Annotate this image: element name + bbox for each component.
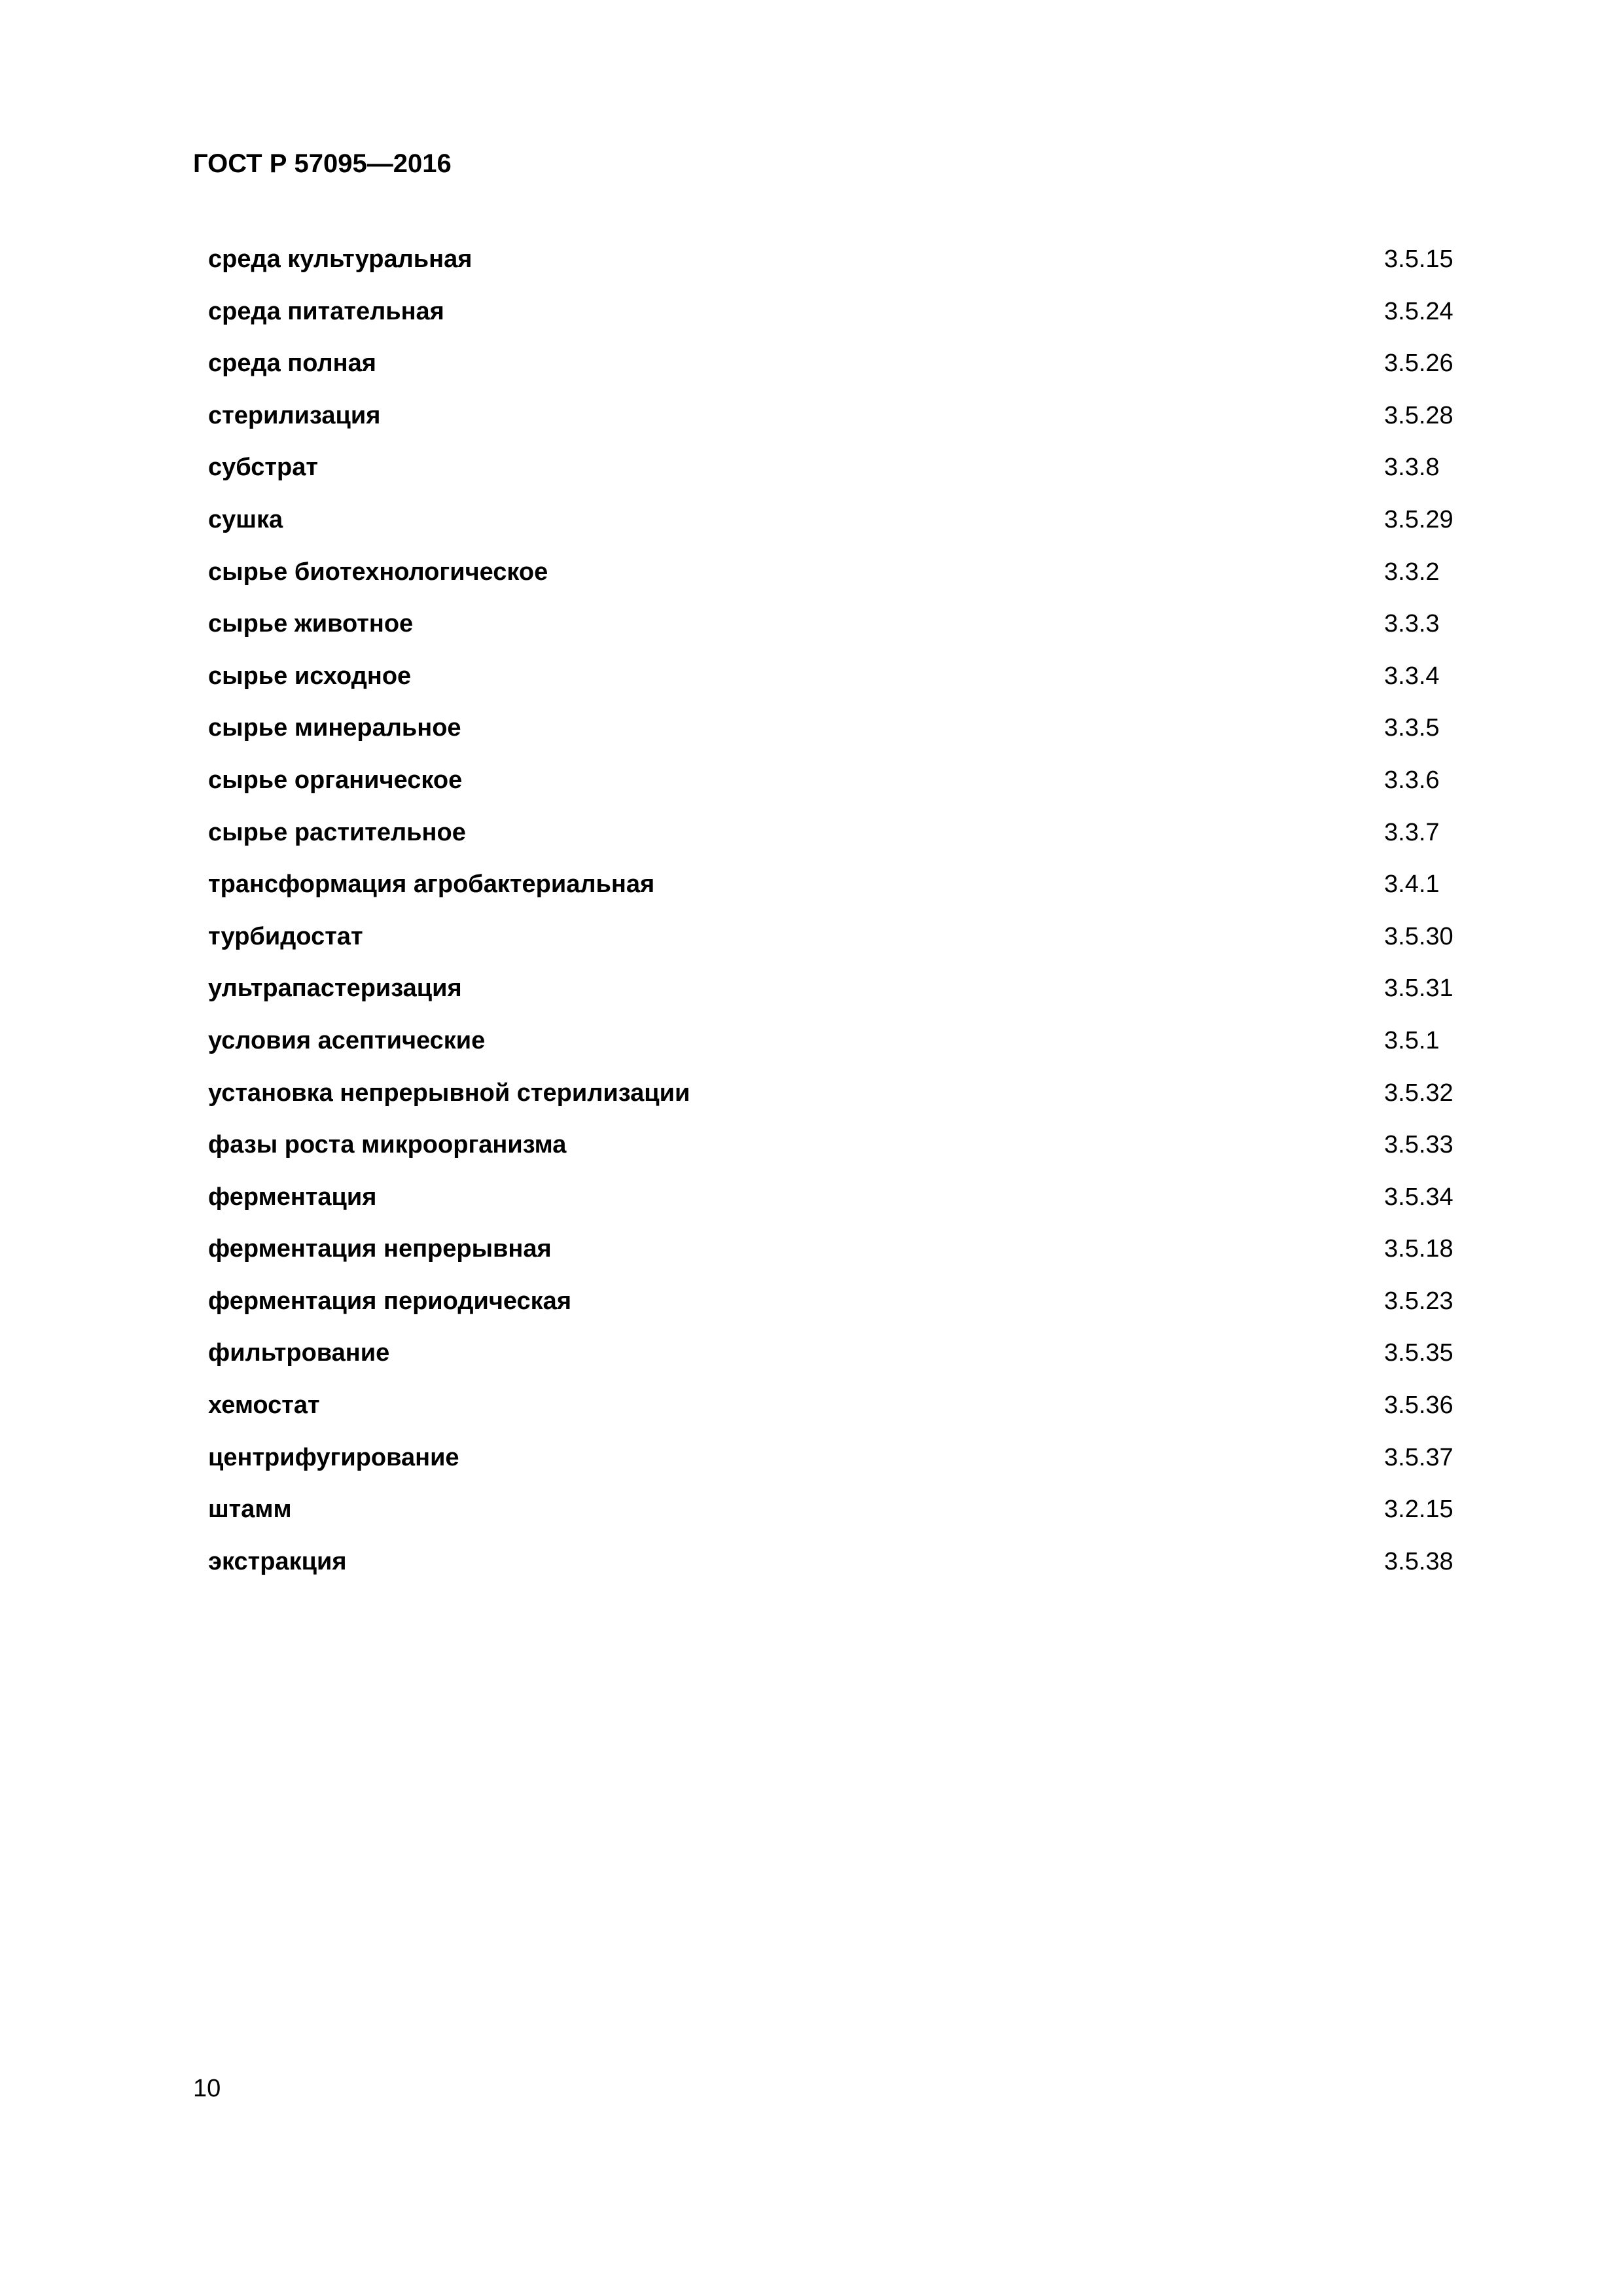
index-ref: 3.3.2 — [1384, 558, 1440, 586]
index-ref: 3.5.38 — [1384, 1547, 1454, 1575]
index-row — [208, 1332, 1463, 1384]
index-row — [208, 603, 1463, 655]
index-term: среда полная — [208, 350, 376, 378]
index-term: сырье органическое — [208, 766, 463, 794]
alphabetical-index — [208, 238, 1463, 1592]
index-row — [208, 1384, 1463, 1437]
index-row — [208, 1541, 1463, 1593]
index-term: условия асептические — [208, 1026, 486, 1054]
index-ref: 3.5.28 — [1384, 401, 1454, 429]
index-term: сырье животное — [208, 610, 414, 638]
index-term: сырье растительное — [208, 818, 466, 846]
index-ref: 3.5.37 — [1384, 1443, 1454, 1471]
index-row — [208, 863, 1463, 916]
page-number: 10 — [193, 2075, 221, 2102]
index-row — [208, 1437, 1463, 1489]
index-ref: 3.5.32 — [1384, 1079, 1454, 1107]
index-row — [208, 759, 1463, 812]
index-row — [208, 342, 1463, 395]
index-term: фазы роста микроорганизма — [208, 1131, 567, 1159]
index-row — [208, 812, 1463, 864]
index-row — [208, 291, 1463, 343]
index-row — [208, 1020, 1463, 1072]
index-ref: 3.3.3 — [1384, 610, 1440, 638]
index-row — [208, 1176, 1463, 1229]
index-row — [208, 551, 1463, 603]
index-row — [208, 1072, 1463, 1124]
index-term: установка непрерывной стерилизации — [208, 1079, 690, 1107]
index-term: ультрапастеризация — [208, 975, 462, 1003]
index-term: среда питательная — [208, 297, 444, 325]
index-ref: 3.4.1 — [1384, 870, 1440, 899]
index-term: трансформация агробактериальная — [208, 870, 655, 899]
index-row — [208, 655, 1463, 708]
index-row — [208, 1228, 1463, 1280]
index-ref: 3.5.34 — [1384, 1183, 1454, 1211]
index-term: ферментация периодическая — [208, 1287, 571, 1315]
index-ref: 3.5.33 — [1384, 1131, 1454, 1159]
index-ref: 3.5.23 — [1384, 1287, 1454, 1315]
index-term: ферментация непрерывная — [208, 1235, 552, 1263]
index-ref: 3.5.30 — [1384, 922, 1454, 950]
index-ref: 3.2.15 — [1384, 1496, 1454, 1524]
index-ref: 3.5.24 — [1384, 297, 1454, 325]
index-term: субстрат — [208, 454, 318, 482]
page-header-standard: ГОСТ Р 57095—2016 — [193, 149, 452, 178]
index-row — [208, 499, 1463, 551]
index-ref: 3.5.35 — [1384, 1339, 1454, 1367]
index-row — [208, 1488, 1463, 1541]
index-ref: 3.3.4 — [1384, 662, 1440, 690]
index-row — [208, 1124, 1463, 1176]
index-term: ферментация — [208, 1183, 377, 1211]
index-row — [208, 1280, 1463, 1333]
index-row — [208, 967, 1463, 1020]
index-term: турбидостат — [208, 922, 363, 950]
index-term: штамм — [208, 1496, 292, 1524]
index-row — [208, 707, 1463, 759]
index-ref: 3.5.29 — [1384, 505, 1454, 533]
index-ref: 3.5.1 — [1384, 1026, 1440, 1054]
index-ref: 3.3.8 — [1384, 454, 1440, 482]
index-ref: 3.3.7 — [1384, 818, 1440, 846]
index-term: сырье исходное — [208, 662, 412, 690]
index-term: центрифугирование — [208, 1443, 459, 1471]
index-row — [208, 238, 1463, 291]
index-ref: 3.5.15 — [1384, 245, 1454, 273]
index-ref: 3.5.26 — [1384, 350, 1454, 378]
index-term: среда культуральная — [208, 245, 473, 273]
index-ref: 3.5.31 — [1384, 975, 1454, 1003]
index-row — [208, 395, 1463, 447]
index-term: сырье минеральное — [208, 714, 461, 742]
index-term: сырье биотехнологическое — [208, 558, 548, 586]
index-row — [208, 916, 1463, 968]
index-ref: 3.3.6 — [1384, 766, 1440, 794]
index-term: хемостат — [208, 1391, 320, 1420]
index-term: экстракция — [208, 1547, 347, 1575]
index-row — [208, 446, 1463, 499]
index-term: стерилизация — [208, 401, 381, 429]
index-term: фильтрование — [208, 1339, 390, 1367]
index-ref: 3.3.5 — [1384, 714, 1440, 742]
index-term: сушка — [208, 505, 283, 533]
index-ref: 3.5.36 — [1384, 1391, 1454, 1420]
index-ref: 3.5.18 — [1384, 1235, 1454, 1263]
